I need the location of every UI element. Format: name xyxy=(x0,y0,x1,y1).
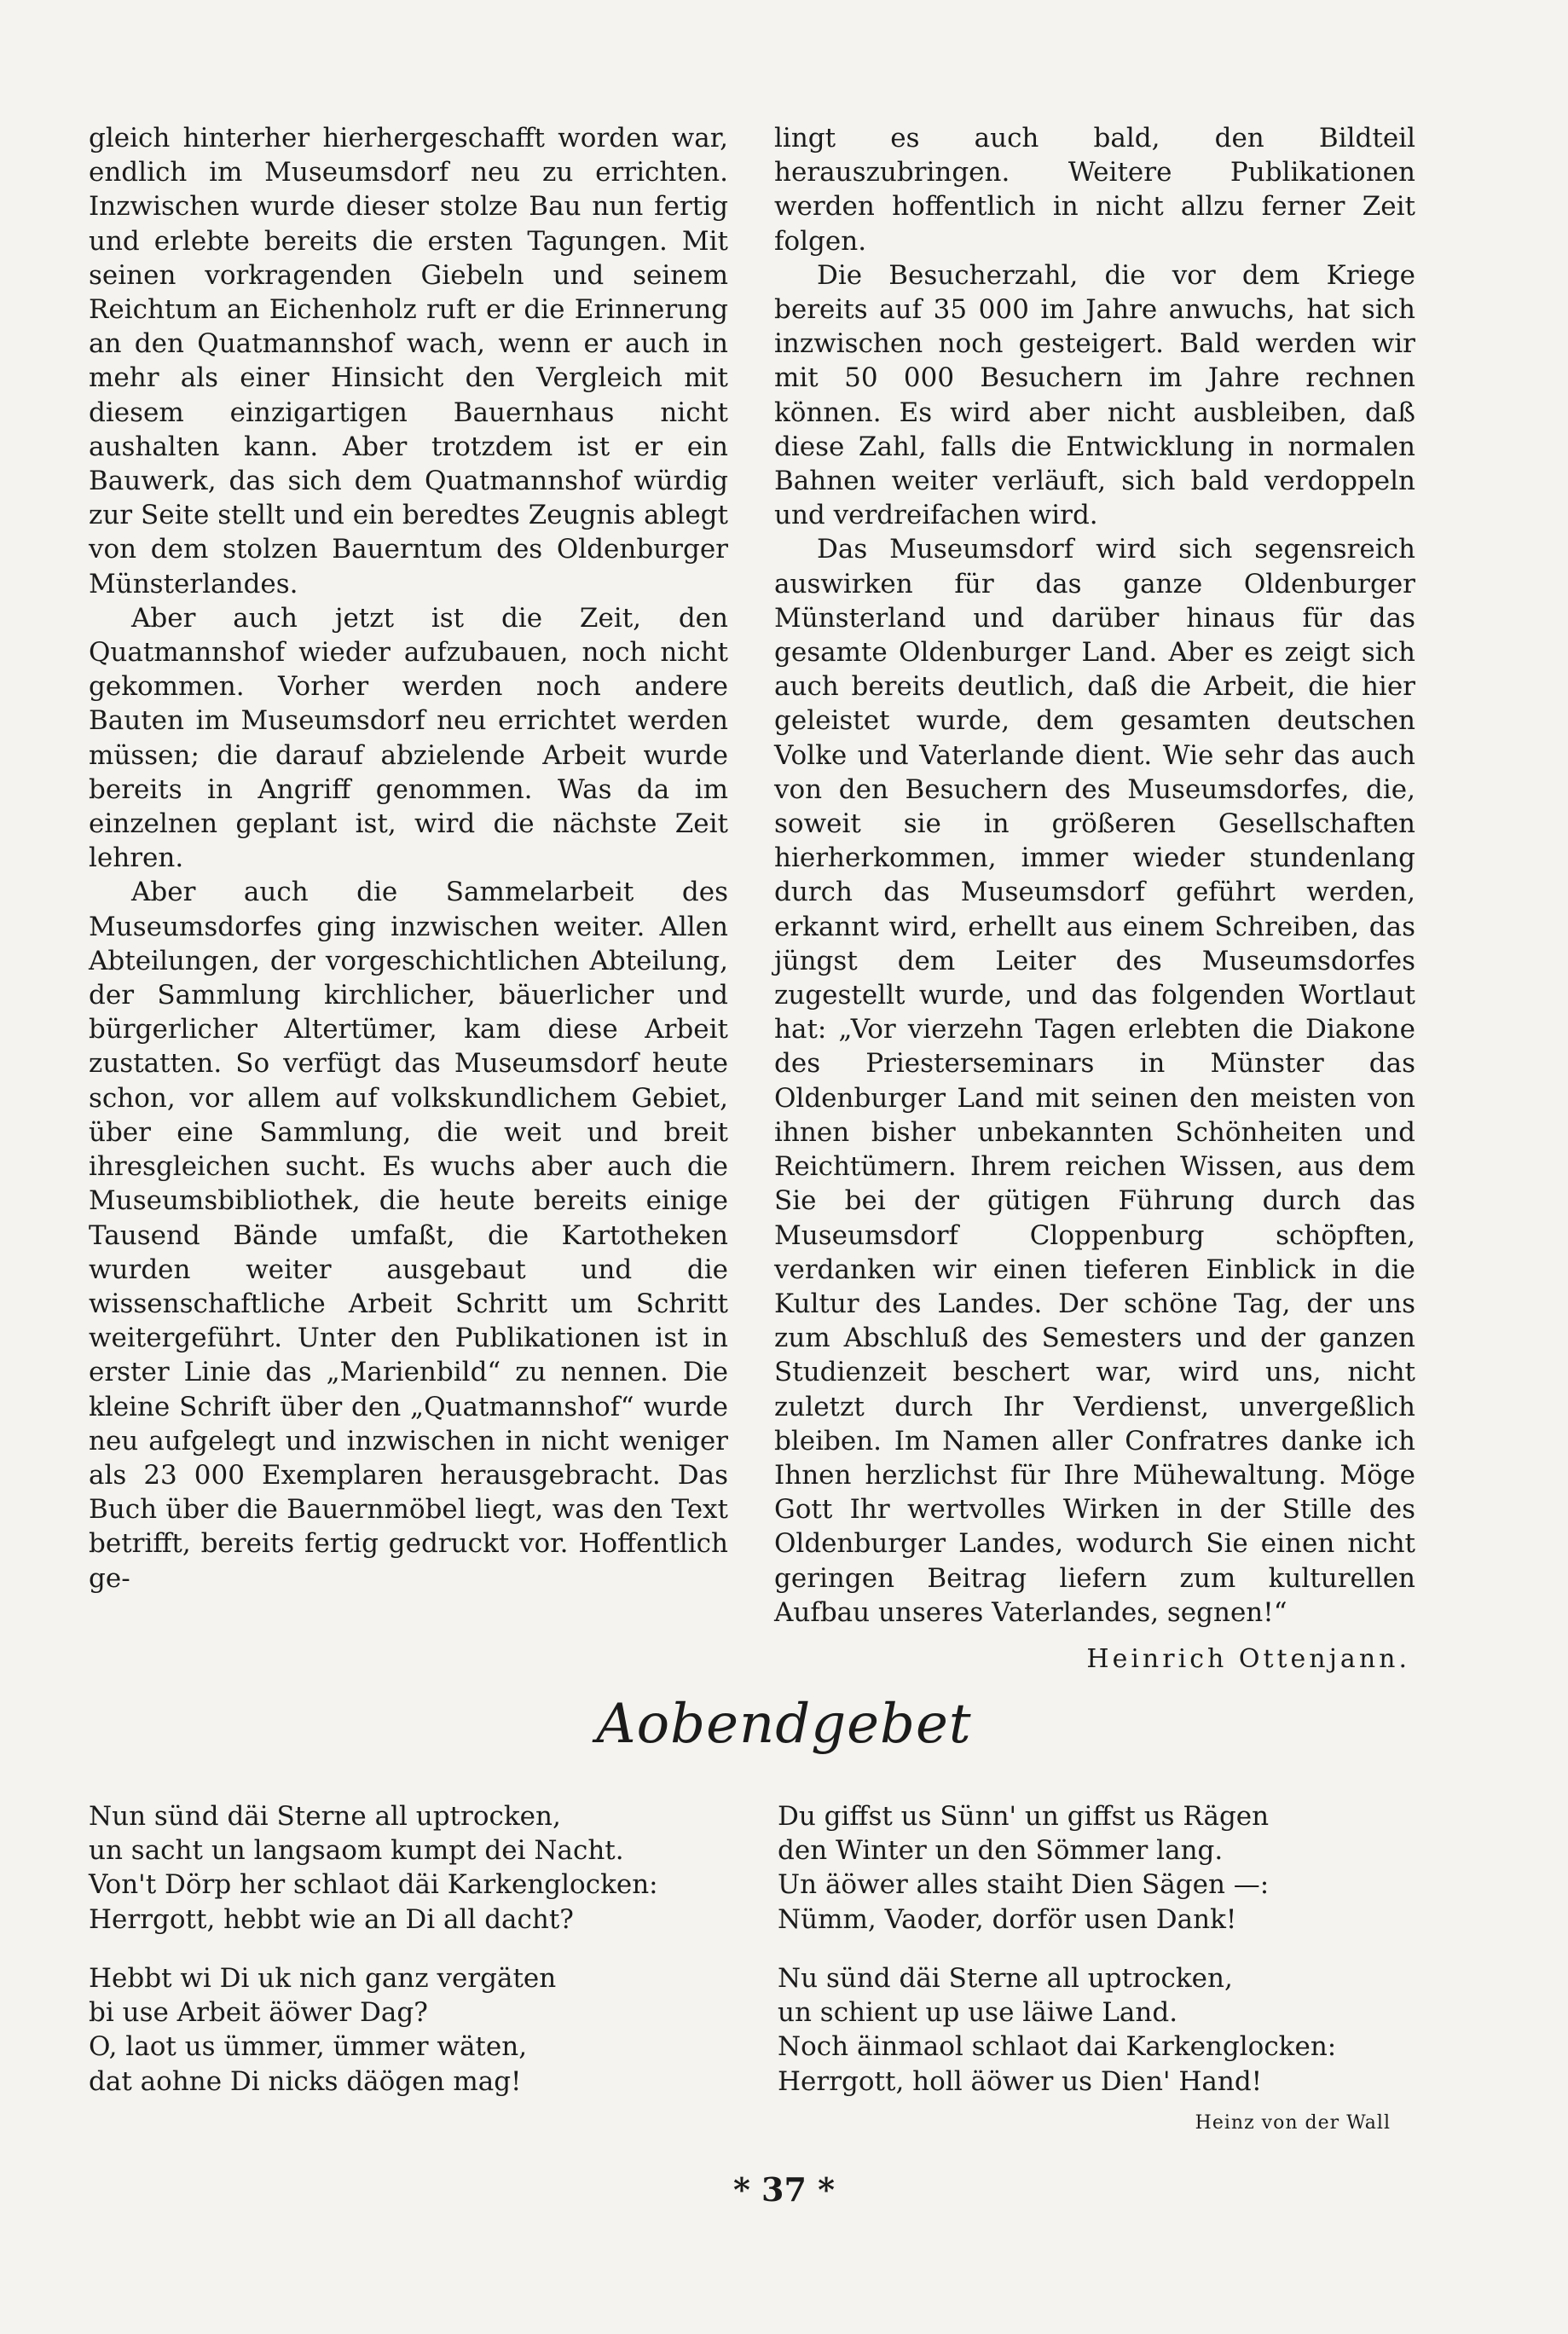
poem-line: Von't Dörp her schlaot däi Karkenglocken: xyxy=(89,1869,658,1901)
article-column-left xyxy=(89,121,728,1596)
poem-line: Noch äinmaol schlaot dai Karkenglocken: xyxy=(778,2031,1337,2063)
poem-line: Herrgott, holl äöwer us Dien' Hand! xyxy=(778,2065,1263,2097)
poem-line: den Winter un den Sömmer lang. xyxy=(778,1835,1224,1867)
poem-line: bi use Arbeit äöwer Dag? xyxy=(89,1997,428,2029)
poem-line: Herrgott, hebbt wie an Di all dacht? xyxy=(89,1903,574,1935)
poem-line: un schient up use läiwe Land. xyxy=(778,1997,1178,2029)
poem-line: un sacht un langsaom kumpt dei Nacht. xyxy=(89,1835,624,1867)
poem-stanza xyxy=(778,1799,1269,1937)
poem-line: Du giffst us Sünn' un giffst us Rägen xyxy=(778,1801,1270,1832)
poem-line: O, laot us ümmer, ümmer wäten, xyxy=(89,2031,528,2063)
poem-line: Un äöwer alles staiht Dien Sägen —: xyxy=(778,1869,1270,1901)
poem-stanza xyxy=(778,1961,1336,2099)
poem-stanza xyxy=(89,1961,556,2099)
paragraph: Die Besucherzahl, die vor dem Kriege bereits auf 35 000 im Jahre anwuchs, hat sich inzwischen noch gesteigert. Bald werden wir mit 50 000 Besuchern im Jahre rechnen können. Es wird aber nicht ausbleiben, daß diese Zahl, falls die Entwicklung in normalen Bahnen weiter verläuft, sich bald verdoppeln und verdreifachen wird. xyxy=(774,259,1415,531)
poem-author: Heinz von der Wall xyxy=(1195,2112,1391,2134)
poem-stanza xyxy=(89,1799,658,1937)
paragraph: lingt es auch bald, den Bildteil herauszubringen. Weitere Publikationen werden hoffentlich in nicht allzu ferner Zeit folgen. xyxy=(774,123,1415,257)
poem-line: Nun sünd däi Sterne all uptrocken, xyxy=(89,1801,561,1832)
paragraph: Aber auch jetzt ist die Zeit, den Quatmannshof wieder aufzubauen, noch nicht gekommen. Vorher werden noch andere Bauten im Museumsdorf neu errichtet werden müssen; die darauf abzielende Arbeit wurde bereits in Angriff genommen. Was da im einzelnen geplant ist, wird die nächste Zeit lehren. xyxy=(89,602,728,874)
poem-line: Hebbt wi Di uk nich ganz vergäten xyxy=(89,1963,557,1994)
paragraph: Aber auch die Sammelarbeit des Museumsdorfes ging inzwischen weiter. Allen Abteilungen, der vorgeschichtlichen Abteilung, der Sammlung kirchlicher, bäuerlicher und bürgerlicher Altertümer, kam diese Arbeit zustatten. So verfügt das Museumsdorf heute schon, vor allem auf volkskundlichem Gebiet, über eine Sammlung, die weit und breit ihresgleichen sucht. Es wuchs aber auch die Museumsbibliothek, die heute bereits einige Tausend Bände umfaßt, die Kartotheken wurden weiter ausgebaut und die wissenschaftliche Arbeit Schritt um Schritt weitergeführt. Unter den Publikationen ist in erster Linie das „Marienbild“ zu nennen. Die kleine Schrift über den „Quatmannshof“ wurde neu aufgelegt und inzwischen in nicht weniger als 23 000 Exemplaren herausgebracht. Das Buch über die Bauernmöbel liegt, was den Text betrifft, bereits fertig gedruckt vor. Hoffentlich ge- xyxy=(89,877,728,1594)
poem-line: Nümm, Vaoder, dorför usen Dank! xyxy=(778,1903,1237,1935)
paragraph: gleich hinterher hierhergeschafft worden war, endlich im Museumsdorf neu zu errichten. Inzwischen wurde dieser stolze Bau nun fertig und erlebte bereits die ersten Tagungen. Mit seinen vorkragenden Giebeln und seinem Reichtum an Eichenholz ruft er die Erinnerung an den Quatmannshof wach, wenn er auch in mehr als einer Hinsicht den Vergleich mit diesem einzigartigen Bauernhaus nicht aushalten kann. Aber trotzdem ist er ein Bauwerk, das sich dem Quatmannshof würdig zur Seite stellt und ein beredtes Zeugnis ablegt von dem stolzen Bauerntum des Oldenburger Münsterlandes. xyxy=(89,123,728,599)
article-author: Heinrich Ottenjann. xyxy=(1086,1644,1410,1674)
poem-title: Aobendgebet xyxy=(596,1693,972,1756)
paragraph: Das Museumsdorf wird sich segensreich auswirken für das ganze Oldenburger Münsterland und darüber hinaus für das gesamte Oldenburger Land. Aber es zeigt sich auch bereits deutlich, daß die Arbeit, die hier geleistet wurde, dem gesamten deutschen Volke und Vaterlande dient. Wie sehr das auch von den Besuchern des Museumsdorfes, die, soweit sie in größeren Gesellschaften hierherkommen, immer wieder stundenlang durch das Museumsdorf geführt werden, erkannt wird, erhellt aus einem Schreiben, das jüngst dem Leiter des Museumsdorfes zugestellt wurde, und das folgenden Wortlaut hat: „Vor vierzehn Tagen erlebten die Diakone des Priesterseminars in Münster das Oldenburger Land mit seinen den meisten von ihnen bisher unbekannten Schönheiten und Reichtümern. Ihrem reichen Wissen, aus dem Sie bei der gütigen Führung durch das Museumsdorf Cloppenburg schöpften, verdanken wir einen tieferen Einblick in die Kultur des Landes. Der schöne Tag, der uns zum Abschluß des Semesters und der ganzen Studienzeit beschert war, wird uns, nicht zuletzt durch Ihr Verdienst, unvergeßlich bleiben. Im Namen aller Confratres danke ich Ihnen herzlichst für Ihre Mühewaltung. Möge Gott Ihr wertvolles Wirken in der Stille des Oldenburger Landes, wodurch Sie einen nicht geringen Beitrag liefern zum kulturellen Aufbau unseres Vaterlandes, segnen!“ xyxy=(774,534,1415,1628)
poem-line: dat aohne Di nicks däögen mag! xyxy=(89,2065,522,2097)
poem-line: Nu sünd däi Sterne all uptrocken, xyxy=(778,1963,1233,1994)
article-column-right xyxy=(774,121,1415,1630)
page-number: * 37 * xyxy=(732,2170,836,2209)
